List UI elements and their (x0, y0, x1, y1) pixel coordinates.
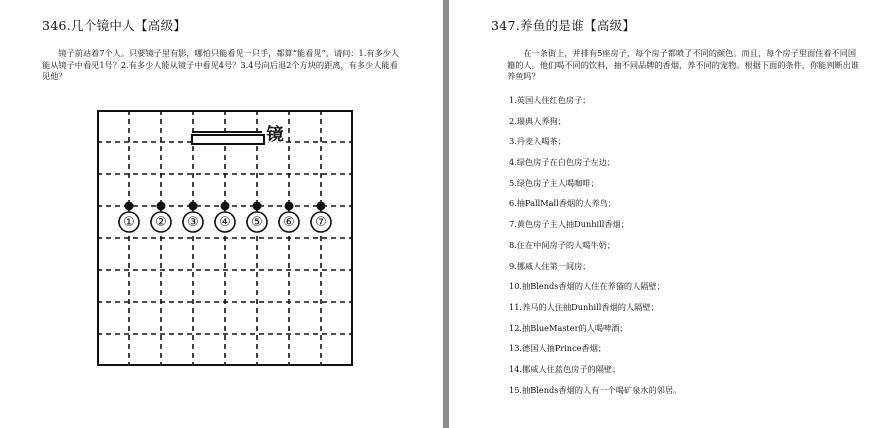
person-head-dot (285, 202, 294, 211)
clue-item: 4.绿色房子在白色房子左边； (509, 157, 616, 168)
right-page (449, 0, 893, 428)
person-head-dot (189, 202, 198, 211)
person-head-dot (125, 202, 134, 211)
person-head-dot (253, 202, 262, 211)
clue-item: 2.瑞典人养狗； (509, 115, 566, 126)
clue-item: 14.挪威人住蓝色房子的隔壁； (509, 363, 621, 374)
person-number: ① (123, 215, 135, 230)
clue-item: 9.挪威人住第一间房； (509, 260, 591, 271)
clue-item: 13.德国人抽Prince香烟； (509, 343, 607, 354)
clue-item: 7.黄色房子主人抽Dunhill香烟； (509, 219, 629, 230)
puzzle-346-description: 镜子前站着7个人。只要镜子里有影，哪怕只能看见一只手，都算“能看见”，请问：1.有多少人能从镜子中看见1号？2.有多少人能从镜子中看见4号？3.4号向后退2个方块的距离，有多少人能看见他？ (42, 48, 400, 81)
clue-item: 5.绿色房子主人喝咖啡； (509, 177, 599, 188)
clue-item: 8.住在中间房子的人喝牛奶； (509, 239, 616, 250)
person-number: ⑤ (251, 215, 263, 230)
person-number: ⑥ (283, 215, 295, 230)
puzzle-347-description: 在一条街上，并排有5座房子，每个房子都喷了不同的颜色。而且，每个房子里面住着不同国籍的人。他们喝不同的饮料，抽不同品牌的香烟，养不同的宠物。根据下面的条件，你能判断出谁养鱼吗？ (507, 48, 860, 81)
person-head-dot (221, 202, 230, 211)
person-head-dot (317, 202, 326, 211)
puzzle-347-title: 347.养鱼的是谁【高级】 (491, 18, 636, 33)
clue-item: 3.丹麦人喝茶； (509, 136, 566, 147)
clue-item: 12.抽BlueMaster的人喝啤酒； (509, 322, 628, 333)
person-number: ⑦ (315, 215, 327, 230)
person-number: ④ (219, 215, 231, 230)
clue-item: 10.抽Blends香烟的人住在养猫的人隔壁； (509, 281, 665, 292)
left-page (0, 0, 443, 428)
person-number: ③ (187, 215, 199, 230)
puzzle-346-title: 346.几个镜中人【高级】 (42, 18, 187, 33)
clue-item: 15.抽Blends香烟的人有一个喝矿泉水的邻居。 (509, 384, 682, 395)
mirror-grid-diagram (97, 110, 353, 366)
clue-list (509, 95, 681, 405)
clue-item: 1.英国人住红色房子； (509, 95, 591, 105)
grid-lines (97, 110, 353, 366)
mirror-bar (192, 135, 264, 144)
clue-item: 11.养马的人住抽Dunhill香烟的人隔壁； (509, 301, 659, 312)
person-number: ② (155, 215, 167, 230)
mirror-label: 镜 (266, 125, 284, 145)
clue-item: 6.抽PallMall香烟的人养鸟； (509, 198, 617, 209)
person-head-dot (157, 202, 166, 211)
